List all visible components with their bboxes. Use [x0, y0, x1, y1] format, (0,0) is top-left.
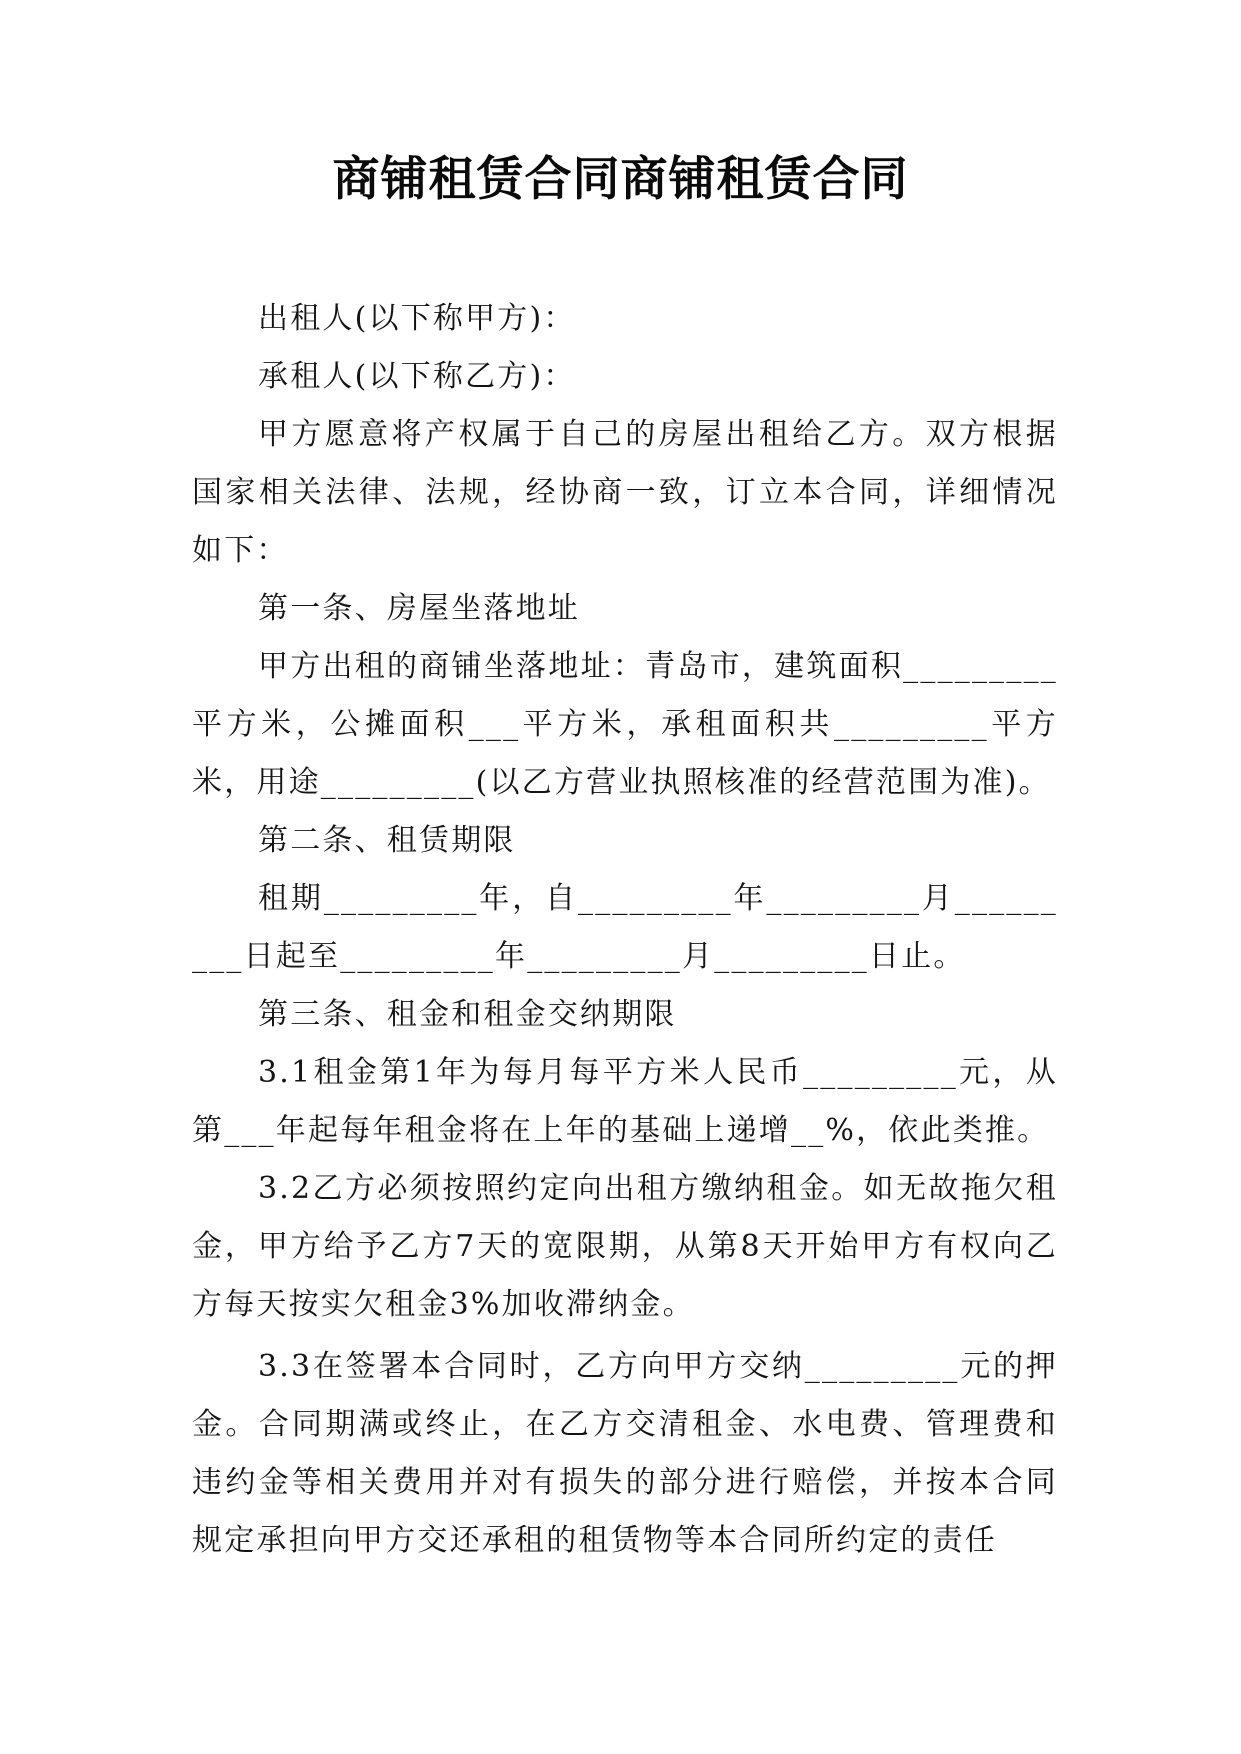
article-3-heading: 第三条、租金和租金交纳期限	[258, 997, 677, 1032]
article-2-paragraph: 租期_________年，自_________年_________月_________日起至_________年_________月_________日止。	[192, 881, 1058, 974]
document-body	[192, 290, 1058, 1570]
lessor-line: 出租人(以下称甲方)：	[258, 301, 576, 336]
article-1-paragraph: 甲方出租的商铺坐落地址：青岛市，建筑面积_________平方米，公摊面积___平方米，承租面积共_________平方米，用途_________(以乙方营业执照核准的经营范围为准)。	[192, 649, 1058, 800]
document-title: 商铺租赁合同商铺租赁合同	[332, 152, 909, 207]
lessee-line: 承租人(以下称乙方)：	[258, 359, 576, 394]
clause-3-3: 3.3在签署本合同时，乙方向甲方交纳_________元的押金。合同期满或终止，在乙方交清租金、水电费、管理费和违约金等相关费用并对有损失的部分进行赔偿，并按本合同规定承担向甲方交还承租的租赁物等本合同所约定的责任	[192, 1349, 1058, 1558]
article-1-heading: 第一条、房屋坐落地址	[258, 591, 580, 626]
clause-3-2: 3.2乙方必须按照约定向出租方缴纳租金。如无故拖欠租金，甲方给予乙方7天的宽限期，从第8天开始甲方有权向乙方每天按实欠租金3%加收滞纳金。	[192, 1171, 1058, 1322]
clause-3-1: 3.1租金第1年为每月每平方米人民币_________元，从第___年起每年租金将在上年的基础上递增__%，依此类推。	[192, 1055, 1058, 1148]
article-2-heading: 第二条、租赁期限	[258, 823, 516, 858]
preamble-paragraph: 甲方愿意将产权属于自己的房屋出租给乙方。双方根据国家相关法律、法规，经协商一致，订立本合同，详细情况如下：	[192, 417, 1058, 568]
